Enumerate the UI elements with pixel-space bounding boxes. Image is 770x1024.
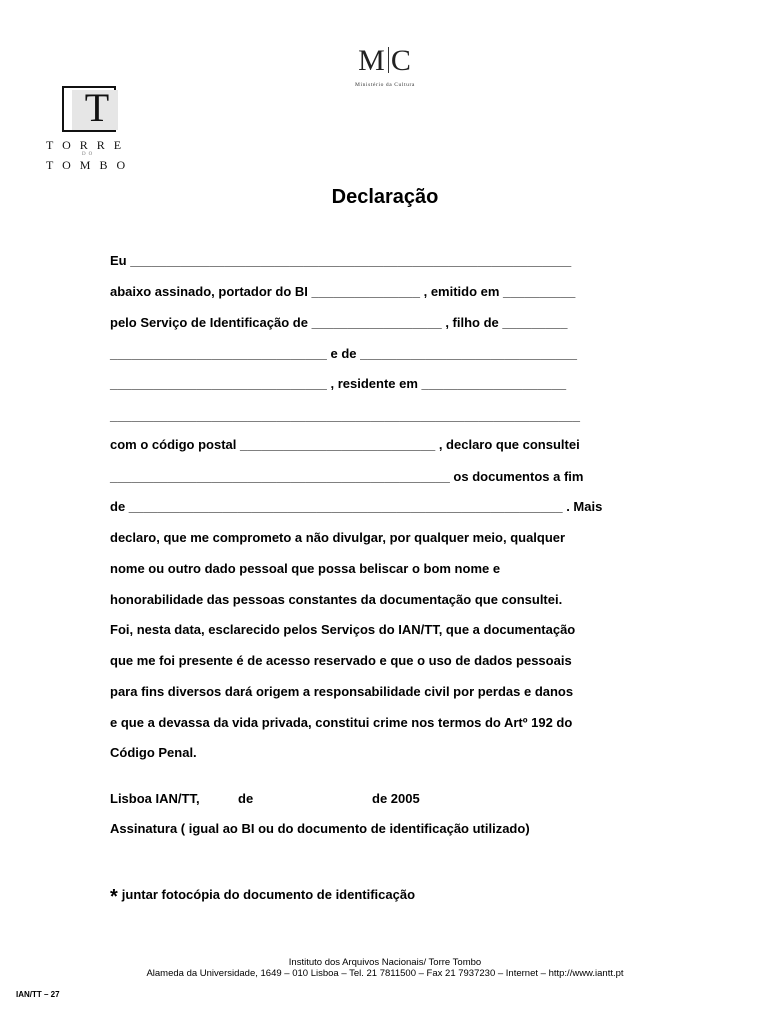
body-line: _______________________________________________ os documentos a fim [110,469,584,484]
body-line: de ____________________________________________________________ . Mais [110,499,603,514]
body-line: que me foi presente é de acesso reservado e que o uso de dados pessoais [110,653,572,668]
body-line: ______________________________ , residente em ____________________ [110,376,567,391]
ministerio-cultura-logo [340,44,430,94]
body-line: pelo Serviço de Identificação de __________________ , filho de _________ [110,315,568,330]
body-line: nome ou outro dado pessoal que possa beliscar o bom nome e [110,561,501,576]
tt-logo-word-torre: TORRE [46,138,131,152]
mc-logo-mark: M C [358,44,412,77]
mc-logo-caption: Ministério da Cultura [355,82,415,88]
body-line: ______________________________ e de ______________________________ [110,346,578,361]
date-de-2005: de 2005 [372,791,420,806]
footer-address: Alameda da Universidade, 1649 – 010 Lisboa – Tel. 21 7811500 – Fax 21 7937230 – Internet – http://www.iantt.pt [146,968,624,979]
body-line: com o código postal ___________________________ , declaro que consultei [110,437,580,452]
signature-line: Assinatura ( igual ao BI ou do documento de identificação utilizado) [110,821,530,836]
date-de-1: de [238,791,254,806]
body-line: abaixo assinado, portador do BI _______________ , emitido em __________ [110,284,576,299]
body-line: para fins diversos dará origem a responsabilidade civil por perdas e danos [110,684,574,699]
tt-logo-letter: T [84,85,110,130]
note-text: juntar fotocópia do documento de identificação [121,887,416,902]
tt-logo-emblem [62,86,120,132]
body-line: Foi, nesta data, esclarecido pelos Serviços do IAN/TT, que a documentação [110,622,576,637]
tt-logo-word-do: DO [82,152,96,157]
body-line: Código Penal. [110,745,197,760]
footer-institution: Instituto dos Arquivos Nacionais/ Torre Tombo [288,957,482,968]
torre-do-tombo-logo [44,86,140,178]
page-title: Declaração [331,186,439,208]
body-line: e que a devassa da vida privada, constitui crime nos termos do Artº 192 do [110,715,573,730]
note-asterisk: * [110,886,118,908]
tt-logo-word-tombo: TOMBO [46,158,135,172]
body-line: declaro, que me comprometo a não divulgar, por qualquer meio, qualquer [110,530,566,545]
date-place: Lisboa IAN/TT, [110,791,200,806]
body-line: honorabilidade das pessoas constantes da documentação que consultei. [110,592,563,607]
attachment-note [110,886,415,909]
body-line: _________________________________________________________________ [110,408,580,423]
form-code: IAN/TT – 27 [16,990,60,999]
body-line: Eu _____________________________________________________________ [110,253,572,268]
